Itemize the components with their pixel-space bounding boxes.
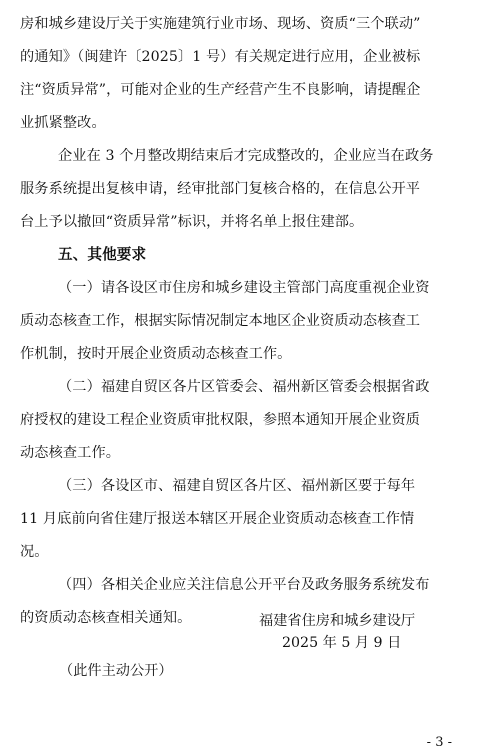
issue-date: 2025 年 5 月 9 日 bbox=[282, 635, 402, 651]
paragraph-line: 注“资质异常”，可能对企业的生产经营产生不良影响，请提醒企 bbox=[20, 82, 421, 98]
paragraph-line: 房和城乡建设厅关于实施建筑行业市场、现场、资质“三个联动” bbox=[20, 16, 421, 32]
paragraph-line: 业抓紧整改。 bbox=[20, 115, 106, 131]
paragraph-line: （三）各设区市、福建自贸区各片区、福州新区要于每年 bbox=[58, 478, 416, 494]
paragraph-line: 动态核查工作。 bbox=[20, 445, 121, 461]
paragraph-line: 况。 bbox=[20, 544, 49, 560]
paragraph-line: （二）福建自贸区各片区管委会、福州新区管委会根据省政 bbox=[58, 379, 430, 395]
paragraph-line: 质动态核查工作，根据实际情况制定本地区企业资质动态核查工 bbox=[20, 313, 421, 329]
paragraph-line: 作机制，按时开展企业资质动态核查工作。 bbox=[20, 346, 292, 362]
paragraph-line: 11 月底前向省住建厅报送本辖区开展企业资质动态核查工作情 bbox=[20, 511, 415, 527]
paragraph-line: （四）各相关企业应关注信息公开平台及政务服务系统发布 bbox=[58, 577, 430, 593]
paragraph-line: 府授权的建设工程企业资质审批权限，参照本通知开展企业资质 bbox=[20, 412, 421, 428]
paragraph-line: 的通知》（闽建许〔2025〕1 号）有关规定进行应用，企业被标 bbox=[20, 49, 421, 65]
page-number: - 3 - bbox=[426, 735, 452, 750]
issuer-name: 福建省住房和城乡建设厅 bbox=[259, 613, 416, 629]
paragraph-line: 企业在 3 个月整改期结束后才完成整改的，企业应当在政务 bbox=[58, 148, 434, 164]
paragraph-line: 服务系统提出复核申请，经审批部门复核合格的，在信息公开平 bbox=[20, 181, 421, 197]
paragraph-line: 的资质动态核查相关通知。 bbox=[20, 610, 192, 626]
paragraph-line: 台上予以撤回“资质异常”标识，并将名单上报住建部。 bbox=[20, 214, 364, 230]
paragraph-line: （一）请各设区市住房和城乡建设主管部门高度重视企业资 bbox=[58, 280, 430, 296]
publication-note: （此件主动公开） bbox=[59, 663, 173, 679]
section-heading: 五、其他要求 bbox=[58, 246, 147, 263]
